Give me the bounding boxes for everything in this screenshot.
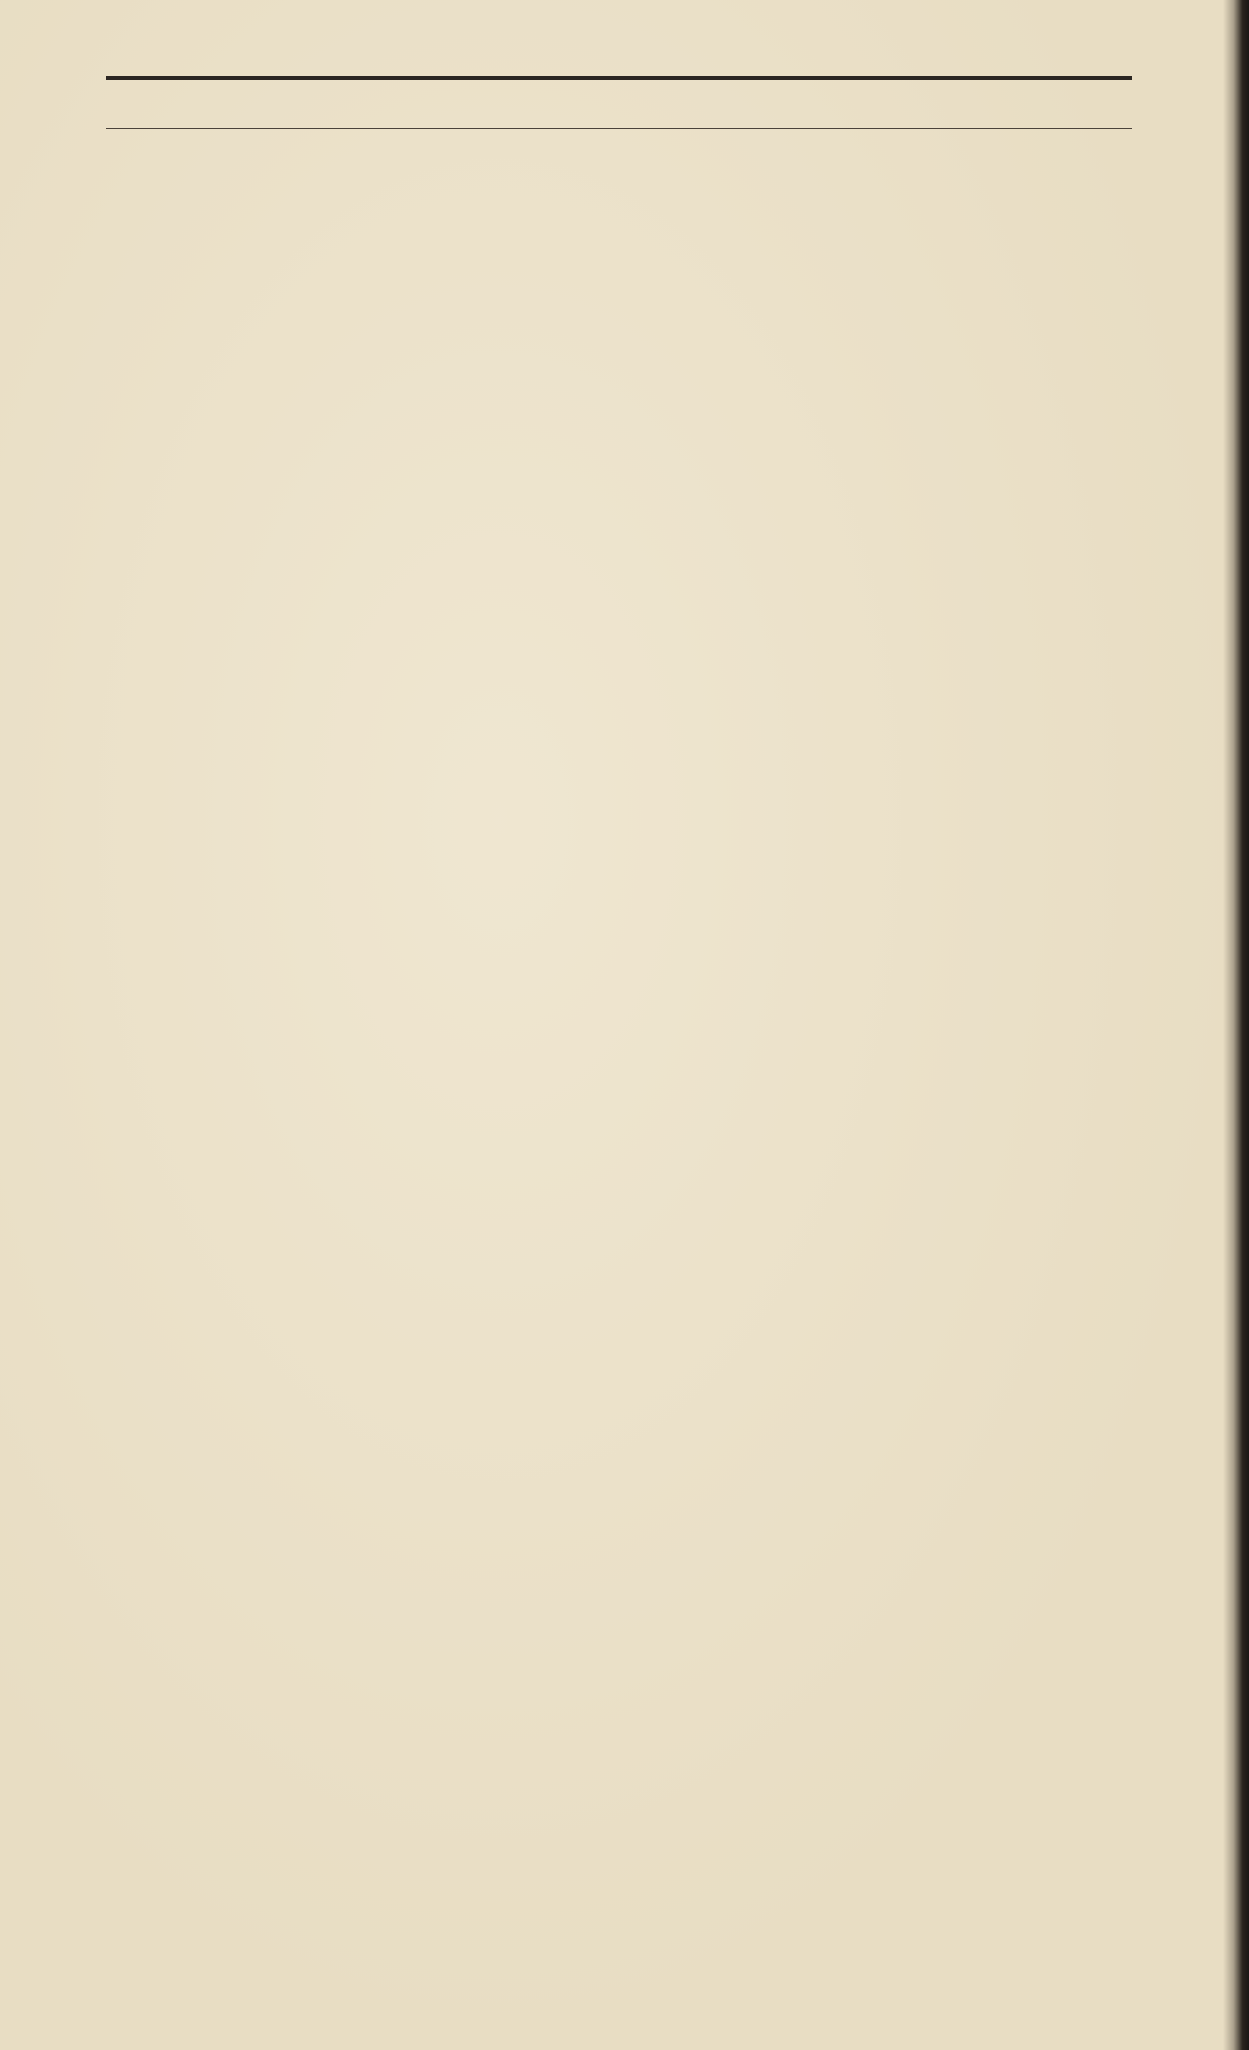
header-rule-bottom [106, 128, 1132, 129]
header-rule-top [106, 76, 1132, 80]
binding-edge [1223, 0, 1249, 2050]
section-break-asterism [568, 318, 688, 368]
